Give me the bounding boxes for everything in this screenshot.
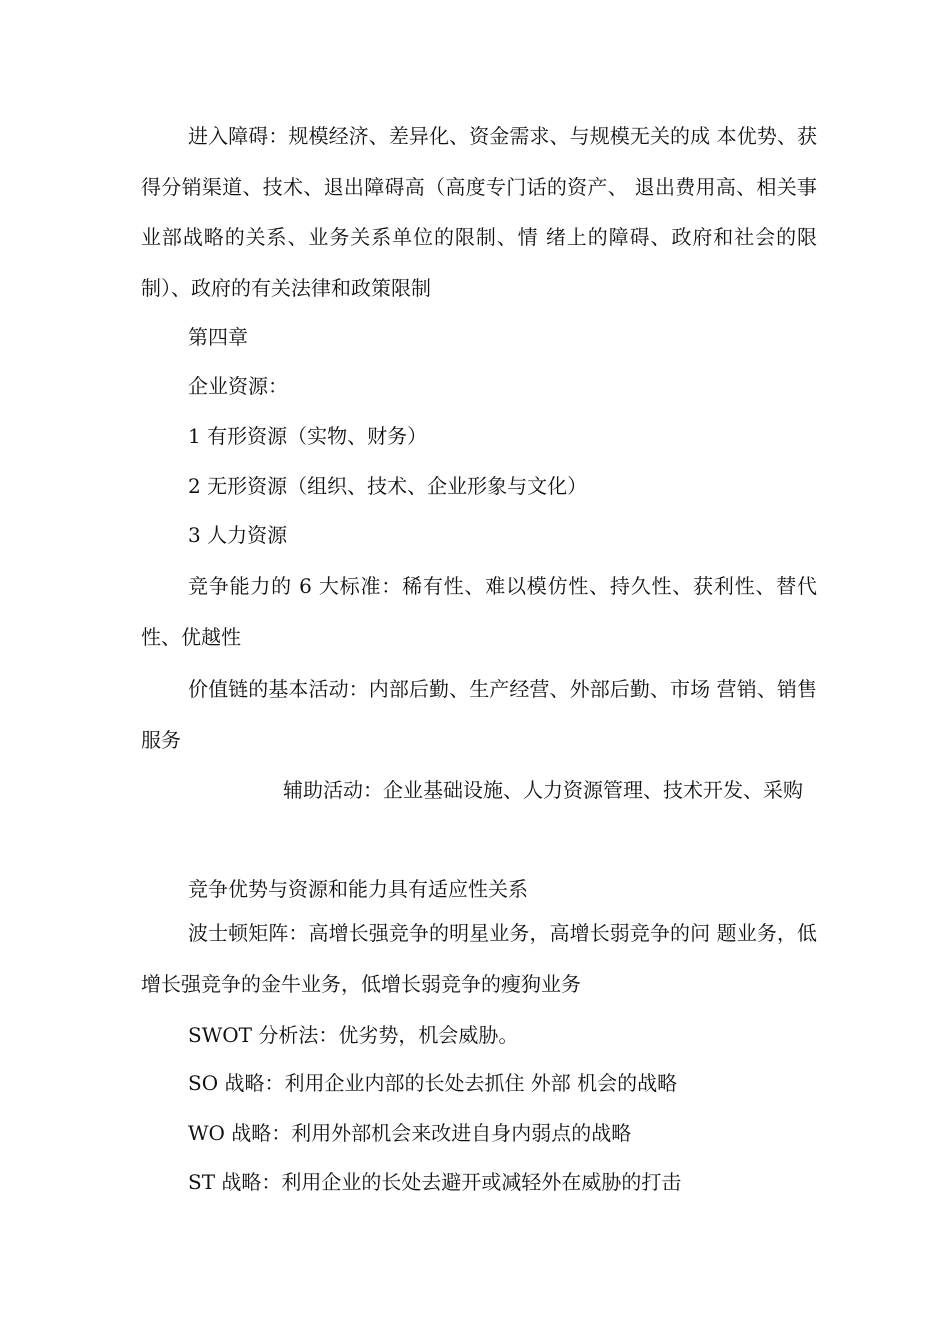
- paragraph-so-strategy: SO 战略：利用企业内部的长处去抓住 外部 机会的战略: [188, 1071, 678, 1095]
- paragraph-st-strategy: ST 战略：利用企业的长处去避开或减轻外在威胁的打击: [188, 1170, 682, 1194]
- chapter-heading: 第四章: [188, 325, 248, 349]
- paragraph-competitive-advantage: 竞争优势与资源和能力具有适应性关系: [188, 877, 528, 901]
- paragraph-enterprise-resources: 企业资源：: [188, 374, 288, 398]
- paragraph-value-chain-support: 辅助活动：企业基础设施、人力资源管理、技术开发、采购: [283, 778, 803, 802]
- paragraph-competitive-standards: 竞争能力的 6 大标准：稀有性、难以模仿性、持久性、获利性、替代性、优越性: [141, 574, 817, 649]
- list-item-tangible-resources: 1 有形资源（实物、财务）: [188, 424, 428, 448]
- paragraph-swot: SWOT 分析法：优劣势，机会威胁。: [188, 1023, 519, 1047]
- list-item-human-resources: 3 人力资源: [188, 523, 288, 547]
- paragraph-bcg-matrix: 波士顿矩阵：高增长强竞争的明星业务，高增长弱竞争的问 题业务，低增长强竞争的金牛业务，低增长弱竞争的瘦狗业务: [141, 921, 817, 996]
- paragraph-value-chain-primary: 价值链的基本活动：内部后勤、生产经营、外部后勤、市场 营销、销售服务: [141, 677, 817, 752]
- paragraph-wo-strategy: WO 战略：利用外部机会来改进自身内弱点的战略: [188, 1121, 632, 1145]
- list-item-intangible-resources: 2 无形资源（组织、技术、企业形象与文化）: [188, 474, 588, 498]
- paragraph-entry-barriers: 进入障碍：规模经济、差异化、资金需求、与规模无关的成 本优势、获得分销渠道、技术、退出障碍高（高度专门话的资产、 退出费用高、相关事业部战略的关系、业务关系单位的限制、情 绪上的障碍、政府和社会的限制）、政府的有关法律和政策限制: [141, 124, 817, 300]
